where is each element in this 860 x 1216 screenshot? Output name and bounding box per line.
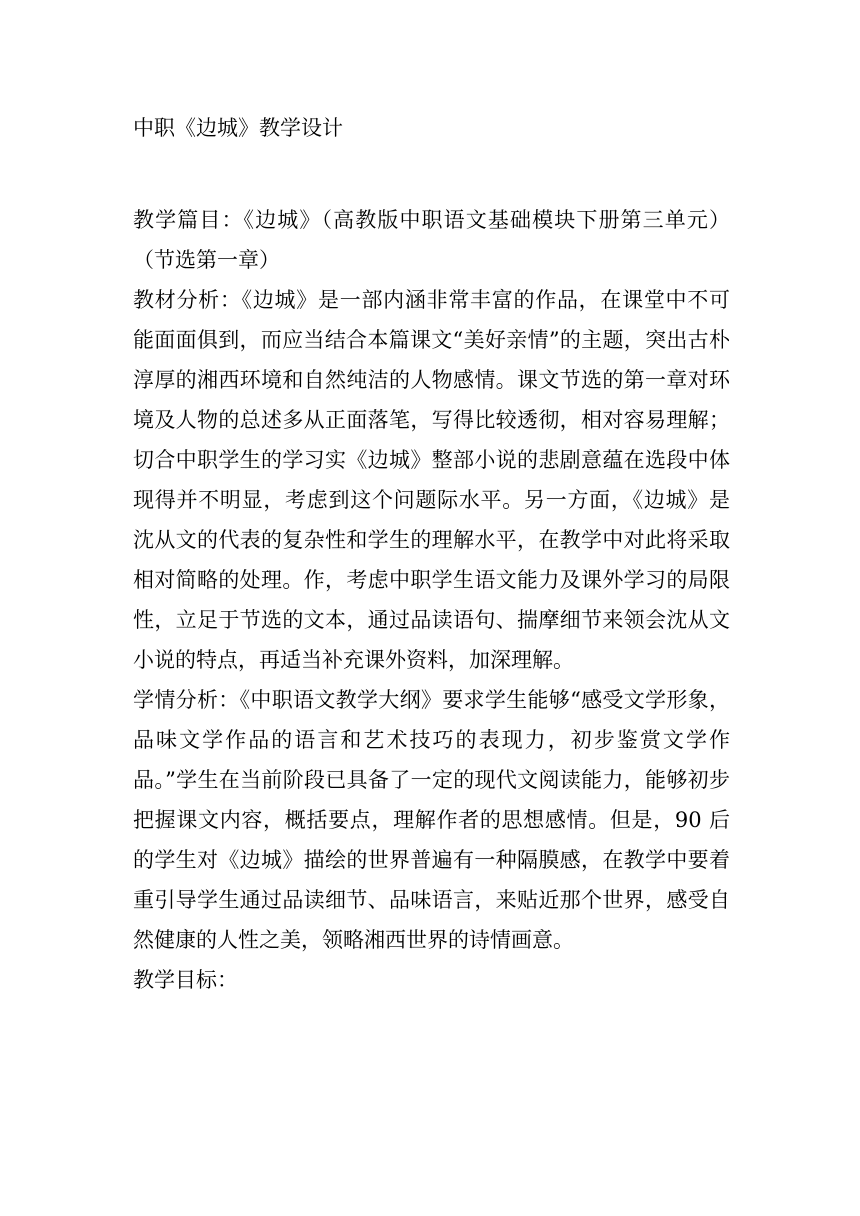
paragraph-material-analysis: 教材分析：《边城》是一部内涵非常丰富的作品，在课堂中不可能面面俱到，而应当结合本篇课文“美好亲情”的主题，突出古朴淳厚的湘西环境和自然纯洁的人物感情。课文节选的第一章对环境及人物的总述多从正面落笔，写得比较透彻，相对容易理解；切合中职学生的学习实《边城》整部小说的悲剧意蕴在选段中体现得并不明显，考虑到这个问题际水平。另一方面，《边城》是沈从文的代表的复杂性和学生的理解水平，在教学中对此将采取相对简略的处理。作，考虑中职学生语文能力及课外学习的局限性，立足于节选的文本，通过品读语句、揣摩细节来领会沈从文小说的特点，再适当补充课外资料，加深理解。 [133,288,730,672]
paragraph-teaching-topic: 教学篇目：《边城》（高教版中职语文基础模块下册第三单元）（节选第一章） [133,208,730,272]
document-title: 中职《边城》教学设计 [133,116,343,140]
paragraph-student-analysis: 学情分析：《中职语文教学大纲》要求学生能够“感受文学形象，品味文学作品的语言和艺术技巧的表现力，初步鉴赏文学作品。”学生在当前阶段已具备了一定的现代文阅读能力，能够初步把握课文内容，概括要点，理解作者的思想感情。但是，90 后的学生对《边城》描绘的世界普遍有一种隔膜感，在教学中要着重引导学生通过品读细节、品味语言，来贴近那个世界，感受自然健康的人性之美，领略湘西世界的诗情画意。 [133,688,730,952]
paragraph-teaching-goals: 教学目标： [133,968,238,992]
document-body [133,200,730,1000]
